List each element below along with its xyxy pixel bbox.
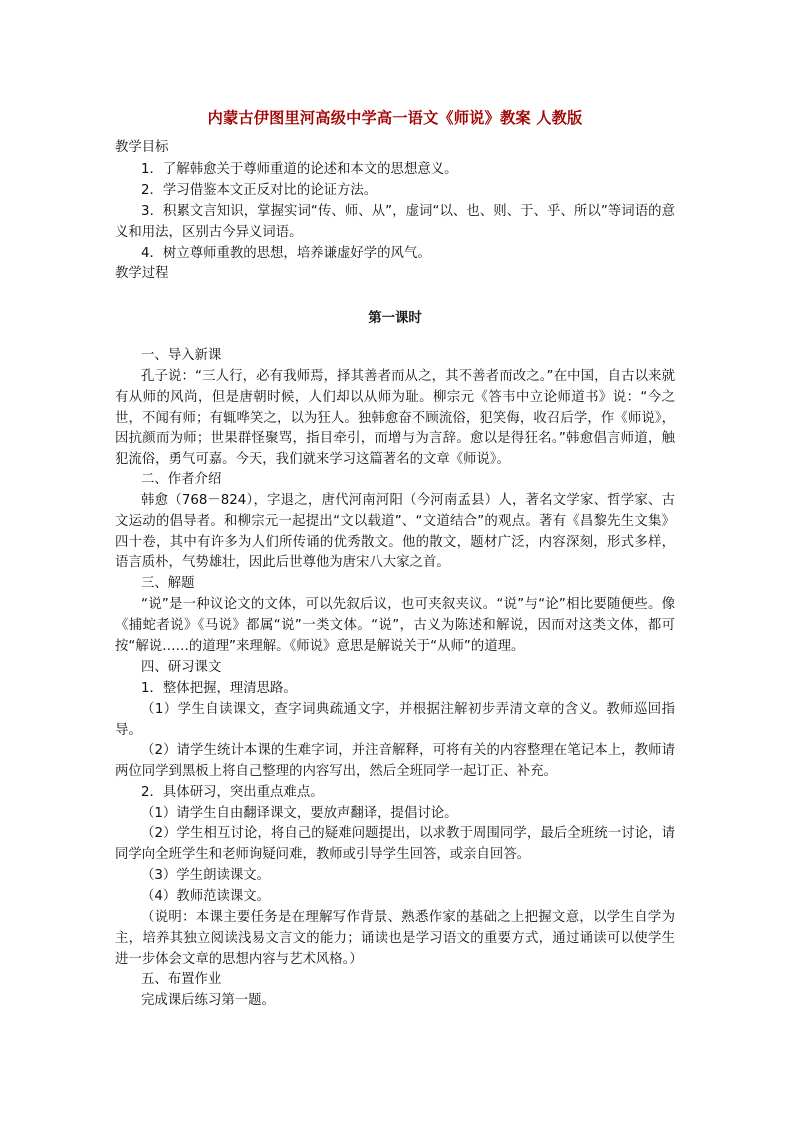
section-heading: 五、布置作业 (141, 972, 222, 987)
study-step: 1．整体把握，理清思路。 (141, 681, 297, 696)
section-paragraph: 孔子说：“三人行，必有我师焉，择其善者而从之，其不善者而改之。”在中国，自古以来就有从师的风尚，但是唐朝时候，人们却以从师为耻。柳宗元《答韦中立论师道书》说：“今之世，不闻有师；有辄哗笑之，以为狂人。独韩愈奋不顾流俗，犯笑侮，收召后学，作《师说》，因抗颜而为师；世果群怪聚骂，指目牵引，而增与为言辞。愈以是得狂名。”韩愈倡言师道，触犯流俗，勇气可嘉。今天，我们就来学习这篇著名的文章《师说》。 (115, 369, 675, 468)
objective-item: 4．树立尊师重教的思想，培养谦虚好学的风气。 (141, 246, 431, 261)
objective-item: 3．积累文言知识，掌握实词“传、师、从”，虚词“以、也、则、于、乎、所以”等词语的意义和用法，区别古今异义词语。 (115, 204, 675, 240)
section-heading: 二、作者介绍 (141, 472, 222, 487)
study-note: （说明：本课主要任务是在理解写作背景、熟悉作家的基础之上把握文意，以学生自学为主，培养其独立阅读浅易文言文的能力；诵读也是学习语文的重要方式，通过诵读可以使学生进一步体会文章的思想内容与艺术风格。） (115, 910, 675, 967)
study-step: 2．具体研习，突出重点难点。 (141, 785, 324, 800)
section-heading: 四、研习课文 (141, 660, 222, 675)
section-heading: 一、导入新课 (141, 348, 222, 363)
section-paragraph: 韩愈（768－824），字退之，唐代河南河阳（今河南孟县）人，著名文学家、哲学家、古文运动的倡导者。和柳宗元一起提出“文以载道”、“文道结合”的观点。著有《昌黎先生文集》四十卷，其中有许多为人们所传诵的优秀散文。他的散文，题材广泛，内容深刻，形式多样，语言质朴，气势雄壮，因此后世尊他为唐宋八大家之首。 (115, 493, 675, 571)
study-substep: （3）学生朗读课文。 (141, 868, 271, 883)
study-substep: （2）请学生统计本课的生难字词，并注音解释，可将有关的内容整理在笔记本上，教师请两位同学到黑板上将自己整理的内容写出，然后全班同学一起订正、补充。 (115, 743, 675, 779)
homework-text: 完成课后练习第一题。 (141, 993, 275, 1008)
section-paragraph: “说”是一种议论文的文体，可以先叙后议，也可夹叙夹议。“说”与“论”相比要随便些。像《捕蛇者说》《马说》都属“说”一类文体。“说”，古义为陈述和解说，因而对这类文体，都可按“解说……的道理”来理解。《师说》意思是解说关于“从师”的道理。 (115, 597, 675, 654)
study-substep: （4）教师范读课文。 (141, 889, 271, 904)
study-substep: （1）请学生自由翻译课文，要放声翻译，提倡讨论。 (141, 806, 458, 821)
objectives-heading: 教学目标 (115, 140, 169, 155)
section-heading: 三、解题 (141, 576, 195, 591)
study-substep: （2）学生相互讨论，将自己的疑难问题提出，以求教于周围同学，最后全班统一讨论，请同学向全班学生和老师询疑问难，教师或引导学生回答，或亲自回答。 (115, 826, 675, 862)
document-title: 内蒙古伊图里河高级中学高一语文《师说》教案 人教版 (207, 109, 583, 127)
lesson-title: 第一课时 (368, 311, 422, 326)
process-heading: 教学过程 (115, 266, 169, 281)
objective-item: 1．了解韩愈关于尊师重道的论述和本文的思想意义。 (141, 162, 458, 177)
objective-item: 2．学习借鉴本文正反对比的论证方法。 (141, 183, 378, 198)
study-substep: （1）学生自读课文，查字词典疏通文字，并根据注解初步弄清文章的含义。教师巡回指导。 (115, 702, 675, 738)
